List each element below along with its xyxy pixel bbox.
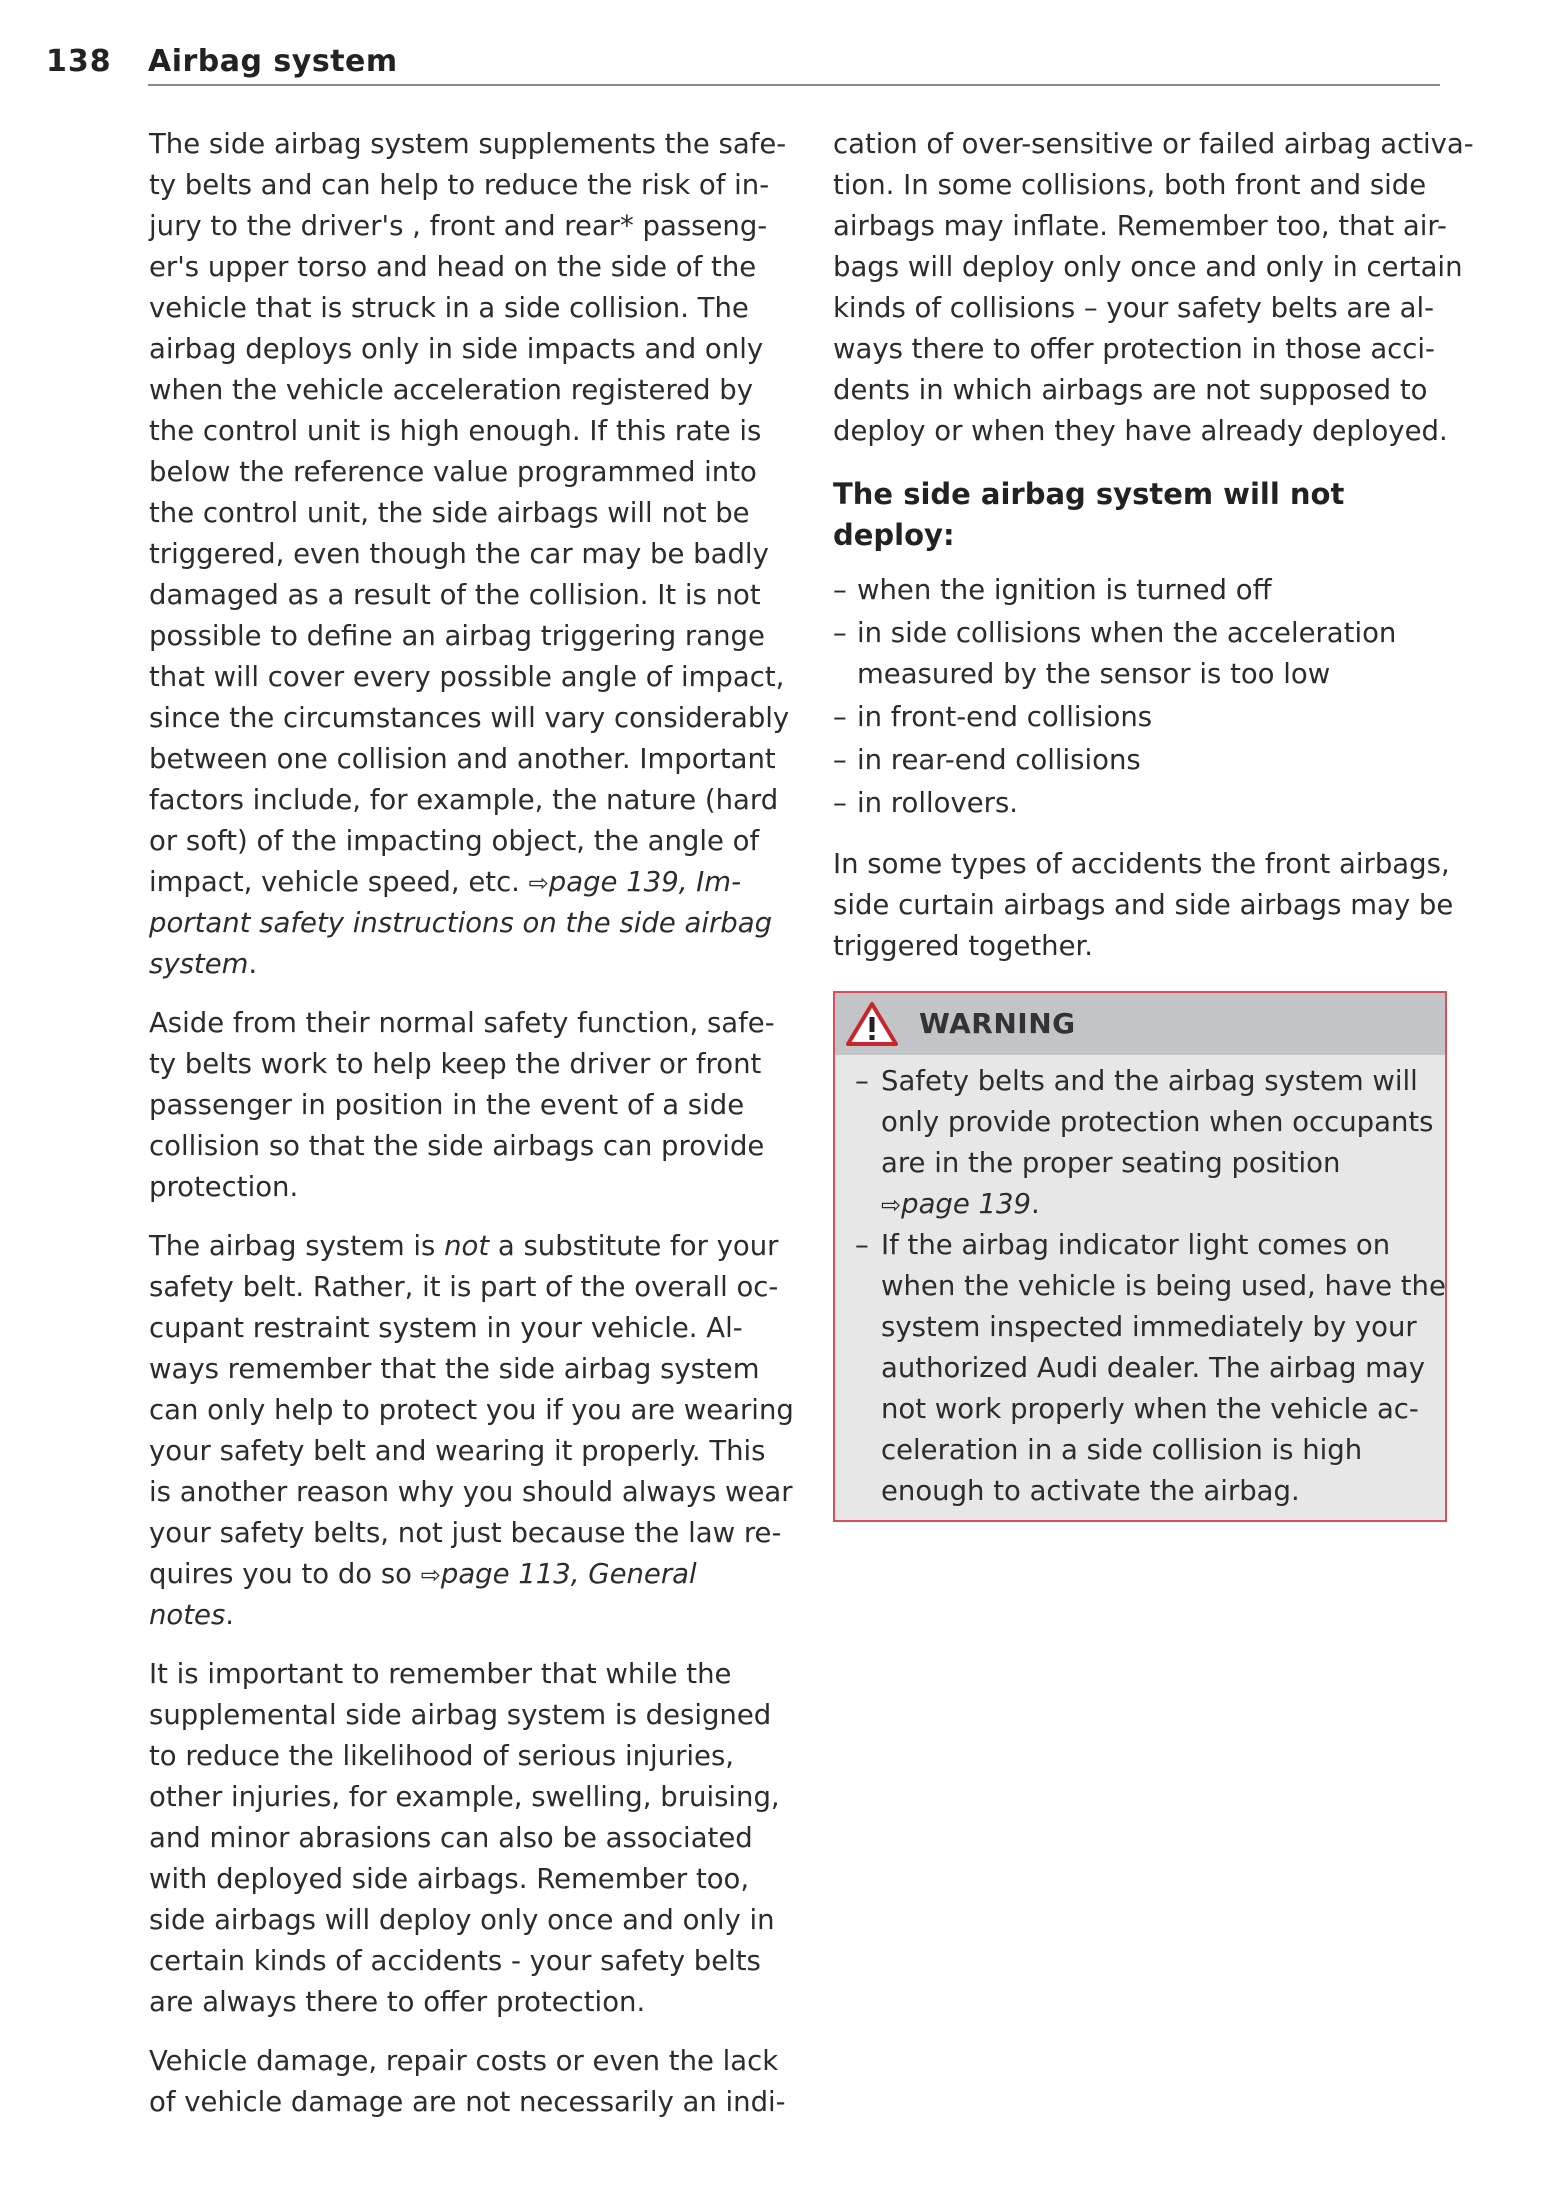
text-line: between one collision and another. Important bbox=[149, 743, 776, 775]
warning-header bbox=[835, 993, 1445, 1055]
text-line bbox=[149, 1554, 769, 1595]
text-line: when the vehicle acceleration registered by bbox=[149, 374, 754, 406]
list-item bbox=[833, 570, 1445, 611]
text-line: kinds of collisions – your safety belts are al- bbox=[833, 292, 1435, 324]
text-line: when the vehicle is being used, have the bbox=[881, 1270, 1446, 1302]
text-line: Vehicle damage, repair costs or even the lack bbox=[149, 2045, 779, 2077]
text-line: are in the proper seating position bbox=[881, 1147, 1341, 1179]
list-dash: – bbox=[833, 617, 847, 649]
page-number: 138 bbox=[46, 44, 112, 79]
cross-reference-link[interactable]: page 139, Im- bbox=[548, 866, 741, 898]
text-line: ty belts work to help keep the driver or front bbox=[149, 1048, 762, 1080]
text-line: airbags may inflate. Remember too, that air- bbox=[833, 210, 1447, 242]
text-line: It is important to remember that while the bbox=[149, 1658, 732, 1690]
text-line: your safety belts, not just because the law re- bbox=[149, 1517, 782, 1549]
text-line: enough to activate the airbag. bbox=[881, 1475, 1300, 1507]
text-line: If the airbag indicator light comes on bbox=[881, 1229, 1391, 1261]
text-line: ways remember that the side airbag system bbox=[149, 1353, 760, 1385]
text-line: Safety belts and the airbag system will bbox=[881, 1065, 1418, 1097]
list-item bbox=[833, 613, 1445, 695]
header-rule bbox=[148, 84, 1440, 86]
list-dash: – bbox=[833, 574, 847, 606]
paragraph-side-airbag-intro bbox=[149, 124, 790, 985]
text-line: only provide protection when occupants bbox=[881, 1106, 1434, 1138]
list-item-text: measured by the sensor is too low bbox=[857, 658, 1331, 690]
text-line: your safety belt and wearing it properly. This bbox=[149, 1435, 766, 1467]
text-line: Aside from their normal safety function, safe- bbox=[149, 1007, 775, 1039]
text-line bbox=[149, 944, 769, 985]
text-line: since the circumstances will vary considerably bbox=[149, 702, 790, 734]
list-dash: – bbox=[855, 1065, 869, 1097]
text-line: can only help to protect you if you are wearing bbox=[149, 1394, 794, 1426]
text-line: system inspected immediately by your bbox=[881, 1311, 1417, 1343]
text-line: below the reference value programmed into bbox=[149, 456, 757, 488]
text-line: supplemental side airbag system is designed bbox=[149, 1699, 772, 1731]
text-line: cation of over-sensitive or failed airbag activa- bbox=[833, 128, 1474, 160]
text-line: side curtain airbags and side airbags may be bbox=[833, 889, 1454, 921]
paragraph-not-substitute bbox=[149, 1226, 794, 1636]
warning-triangle-icon bbox=[845, 1001, 899, 1047]
text-line bbox=[149, 862, 769, 903]
text-line: is another reason why you should always wear bbox=[149, 1476, 793, 1508]
text-line: possible to define an airbag triggering range bbox=[149, 620, 765, 652]
emphasis-text: not bbox=[444, 1230, 490, 1262]
left-column bbox=[149, 124, 794, 2141]
text-line: In some types of accidents the front airbags, bbox=[833, 848, 1450, 880]
text-line: authorized Audi dealer. The airbag may bbox=[881, 1352, 1426, 1384]
list-item-text: in rollovers. bbox=[857, 787, 1019, 819]
text-fragment: The airbag system is bbox=[149, 1230, 445, 1262]
text-line bbox=[149, 1595, 769, 1636]
text-line: bags will deploy only once and only in certain bbox=[833, 251, 1463, 283]
text-fragment: . bbox=[1031, 1188, 1040, 1220]
text-line: dents in which airbags are not supposed to bbox=[833, 374, 1428, 406]
text-line bbox=[881, 1184, 1445, 1225]
text-line: the control unit, the side airbags will not be bbox=[149, 497, 750, 529]
list-item-text: when the ignition is turned off bbox=[857, 574, 1272, 606]
page-header bbox=[46, 36, 1440, 88]
text-line: the control unit is high enough. If this rate is bbox=[149, 415, 762, 447]
text-line: are always there to offer protection. bbox=[149, 1986, 646, 2018]
text-line: celeration in a side collision is high bbox=[881, 1434, 1363, 1466]
text-line: safety belt. Rather, it is part of the overall oc- bbox=[149, 1271, 779, 1303]
text-fragment: a substitute for your bbox=[489, 1230, 779, 1262]
cross-reference-link[interactable]: page 139 bbox=[901, 1188, 1032, 1220]
text-line: ty belts and can help to reduce the risk of in- bbox=[149, 169, 770, 201]
text-line: certain kinds of accidents - your safety belts bbox=[149, 1945, 761, 1977]
text-line: to reduce the likelihood of serious injuries, bbox=[149, 1740, 735, 1772]
paragraph-indication-continued bbox=[833, 124, 1474, 452]
list-item-text: in side collisions when the acceleration bbox=[857, 617, 1397, 649]
list-item bbox=[833, 740, 1445, 781]
text-line: factors include, for example, the nature (hard bbox=[149, 784, 779, 816]
text-line: not work properly when the vehicle ac- bbox=[881, 1393, 1419, 1425]
section-title: Airbag system bbox=[148, 44, 398, 79]
text-line: of vehicle damage are not necessarily an indi- bbox=[149, 2086, 786, 2118]
right-column bbox=[833, 124, 1474, 1522]
text-line: and minor abrasions can also be associated bbox=[149, 1822, 753, 1854]
list-item-text: in front-end collisions bbox=[857, 701, 1153, 733]
cross-reference-link[interactable]: page 113, General bbox=[440, 1558, 697, 1590]
list-dash: – bbox=[833, 787, 847, 819]
subheading-will-not-deploy: The side airbag system will not deploy: bbox=[833, 477, 1345, 552]
cross-reference-link-continued[interactable]: notes bbox=[149, 1599, 226, 1631]
text-line: or soft) of the impacting object, the angle of bbox=[149, 825, 760, 857]
text-line: with deployed side airbags. Remember too, bbox=[149, 1863, 750, 1895]
text-line: other injuries, for example, swelling, bruising, bbox=[149, 1781, 780, 1813]
text-fragment: quires you to do so bbox=[149, 1558, 421, 1590]
cross-reference-arrow-icon: ⇨ bbox=[528, 869, 549, 897]
text-line: triggered together. bbox=[833, 930, 1094, 962]
text-fragment: . bbox=[225, 1599, 235, 1631]
cross-reference-link-continued[interactable]: portant safety instructions on the side airbag bbox=[149, 907, 773, 939]
paragraph-belt-function bbox=[149, 1003, 775, 1208]
text-line: tion. In some collisions, both front and side bbox=[833, 169, 1427, 201]
warning-item bbox=[835, 1225, 1445, 1512]
text-fragment: . bbox=[248, 948, 258, 980]
paragraph-triggered-together bbox=[833, 844, 1454, 967]
cross-reference-link-continued[interactable]: system bbox=[149, 948, 249, 980]
warning-list bbox=[835, 1061, 1445, 1512]
paragraph-other-injuries bbox=[149, 1654, 780, 2023]
cross-reference-arrow-icon: ⇨ bbox=[881, 1191, 902, 1219]
text-line: that will cover every possible angle of impact, bbox=[149, 661, 785, 693]
text-line: airbag deploys only in side impacts and only bbox=[149, 333, 764, 365]
text-line: cupant restraint system in your vehicle. Al- bbox=[149, 1312, 743, 1344]
warning-body bbox=[835, 1055, 1445, 1520]
text-line: passenger in position in the event of a side bbox=[149, 1089, 745, 1121]
text-line: er's upper torso and head on the side of the bbox=[149, 251, 757, 283]
list-dash: – bbox=[855, 1229, 869, 1261]
warning-box bbox=[833, 991, 1447, 1522]
text-line: ways there to offer protection in those acci- bbox=[833, 333, 1435, 365]
text-line: protection. bbox=[149, 1171, 299, 1203]
warning-title: WARNING bbox=[919, 1007, 1076, 1040]
text-line: triggered, even though the car may be badly bbox=[149, 538, 769, 570]
list-dash: – bbox=[833, 701, 847, 733]
text-line: collision so that the side airbags can provide bbox=[149, 1130, 765, 1162]
cross-reference-arrow-icon: ⇨ bbox=[420, 1561, 441, 1589]
text-line: vehicle that is struck in a side collision. The bbox=[149, 292, 749, 324]
text-line: The side airbag system supplements the safe- bbox=[149, 128, 787, 160]
text-line: jury to the driver's , front and rear* passeng- bbox=[149, 210, 768, 242]
list-item bbox=[833, 783, 1445, 824]
list-dash: – bbox=[833, 744, 847, 776]
text-line: deploy or when they have already deployed. bbox=[833, 415, 1448, 447]
warning-item bbox=[835, 1061, 1445, 1225]
text-line: side airbags will deploy only once and only in bbox=[149, 1904, 775, 1936]
text-line: damaged as a result of the collision. It is not bbox=[149, 579, 761, 611]
list-item-text: in rear-end collisions bbox=[857, 744, 1141, 776]
no-deploy-list bbox=[833, 570, 1445, 824]
paragraph-vehicle-damage bbox=[149, 2041, 786, 2123]
text-line bbox=[149, 1226, 779, 1267]
text-fragment: impact, vehicle speed, etc. bbox=[149, 866, 529, 898]
list-item bbox=[833, 697, 1445, 738]
